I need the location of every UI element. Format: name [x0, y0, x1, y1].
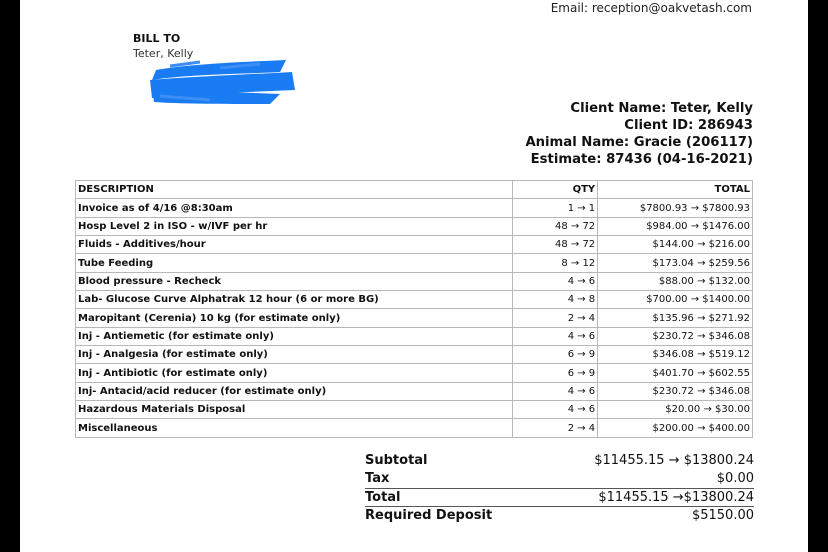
- item-qty: 48 → 72: [513, 236, 598, 254]
- item-description: Inj- Antacid/acid reducer (for estimate only): [76, 382, 513, 400]
- table-row: [76, 236, 753, 254]
- table-row: [76, 346, 753, 364]
- item-qty: 48 → 72: [513, 217, 598, 235]
- estimate-document: [20, 0, 808, 552]
- item-qty: 4 → 6: [513, 382, 598, 400]
- item-qty: 4 → 6: [513, 401, 598, 419]
- header-description: DESCRIPTION: [76, 181, 513, 199]
- item-total: $173.04 → $259.56: [598, 254, 753, 272]
- table-row: [76, 254, 753, 272]
- item-total: $135.96 → $271.92: [598, 309, 753, 327]
- total-row: [365, 488, 754, 507]
- item-qty: 2 → 4: [513, 309, 598, 327]
- redaction-scribble: [130, 58, 295, 104]
- item-qty: 4 → 6: [513, 327, 598, 345]
- item-description: Maropitant (Cerenia) 10 kg (for estimate only): [76, 309, 513, 327]
- table-row: [76, 419, 753, 437]
- line-items-table: [75, 180, 753, 438]
- item-description: Inj - Analgesia (for estimate only): [76, 346, 513, 364]
- table-row: [76, 291, 753, 309]
- deposit-label: Required Deposit: [365, 508, 493, 524]
- table-row: [76, 401, 753, 419]
- animal-name: Animal Name: Gracie (206117): [525, 135, 753, 150]
- item-total: $401.70 → $602.55: [598, 364, 753, 382]
- client-id: Client ID: 286943: [624, 118, 753, 133]
- table-header-row: [76, 181, 753, 199]
- item-description: Lab- Glucose Curve Alphatrak 12 hour (6 or more BG): [76, 291, 513, 309]
- header-qty: QTY: [513, 181, 598, 199]
- item-description: Blood pressure - Recheck: [76, 272, 513, 290]
- item-description: Hazardous Materials Disposal: [76, 401, 513, 419]
- table-row: [76, 199, 753, 217]
- item-qty: 6 → 9: [513, 364, 598, 382]
- subtotal-label: Subtotal: [365, 452, 428, 468]
- client-name: Client Name: Teter, Kelly: [570, 101, 753, 116]
- item-description: Tube Feeding: [76, 254, 513, 272]
- header-total: TOTAL: [598, 181, 753, 199]
- bill-to-label: BILL TO: [133, 32, 181, 45]
- deposit-value: $5150.00: [691, 508, 754, 524]
- deposit-row: [365, 507, 754, 526]
- item-total: $20.00 → $30.00: [598, 401, 753, 419]
- item-total: $7800.93 → $7800.93: [598, 199, 753, 217]
- subtotal-value: $11455.15 → $13800.24: [594, 452, 754, 468]
- subtotal-row: [365, 451, 754, 470]
- table-row: [76, 309, 753, 327]
- total-value: $11455.15 →$13800.24: [598, 489, 754, 505]
- item-total: $88.00 → $132.00: [598, 272, 753, 290]
- total-label: Total: [365, 489, 401, 505]
- item-qty: 4 → 6: [513, 272, 598, 290]
- item-description: Miscellaneous: [76, 419, 513, 437]
- item-total: $144.00 → $216.00: [598, 236, 753, 254]
- table-row: [76, 327, 753, 345]
- table-row: [76, 272, 753, 290]
- clinic-email: Email: reception@oakvetash.com: [550, 1, 752, 15]
- client-info: [525, 100, 753, 168]
- item-total: $230.72 → $346.08: [598, 382, 753, 400]
- item-qty: 6 → 9: [513, 346, 598, 364]
- table-row: [76, 217, 753, 235]
- estimate-number: Estimate: 87436 (04-16-2021): [530, 152, 753, 167]
- tax-label: Tax: [365, 471, 390, 487]
- tax-row: [365, 470, 754, 489]
- table-row: [76, 382, 753, 400]
- bill-to-name: Teter, Kelly: [133, 47, 194, 60]
- item-description: Fluids - Additives/hour: [76, 236, 513, 254]
- item-qty: 2 → 4: [513, 419, 598, 437]
- item-qty: 4 → 8: [513, 291, 598, 309]
- tax-value: $0.00: [716, 471, 754, 487]
- item-qty: 8 → 12: [513, 254, 598, 272]
- totals-summary: [365, 451, 754, 525]
- item-total: $984.00 → $1476.00: [598, 217, 753, 235]
- item-description: Hosp Level 2 in ISO - w/IVF per hr: [76, 217, 513, 235]
- item-description: Inj - Antiemetic (for estimate only): [76, 327, 513, 345]
- item-total: $230.72 → $346.08: [598, 327, 753, 345]
- item-total: $346.08 → $519.12: [598, 346, 753, 364]
- item-description: Invoice as of 4/16 @8:30am: [76, 199, 513, 217]
- item-description: Inj - Antibiotic (for estimate only): [76, 364, 513, 382]
- item-total: $200.00 → $400.00: [598, 419, 753, 437]
- item-qty: 1 → 1: [513, 199, 598, 217]
- item-total: $700.00 → $1400.00: [598, 291, 753, 309]
- table-row: [76, 364, 753, 382]
